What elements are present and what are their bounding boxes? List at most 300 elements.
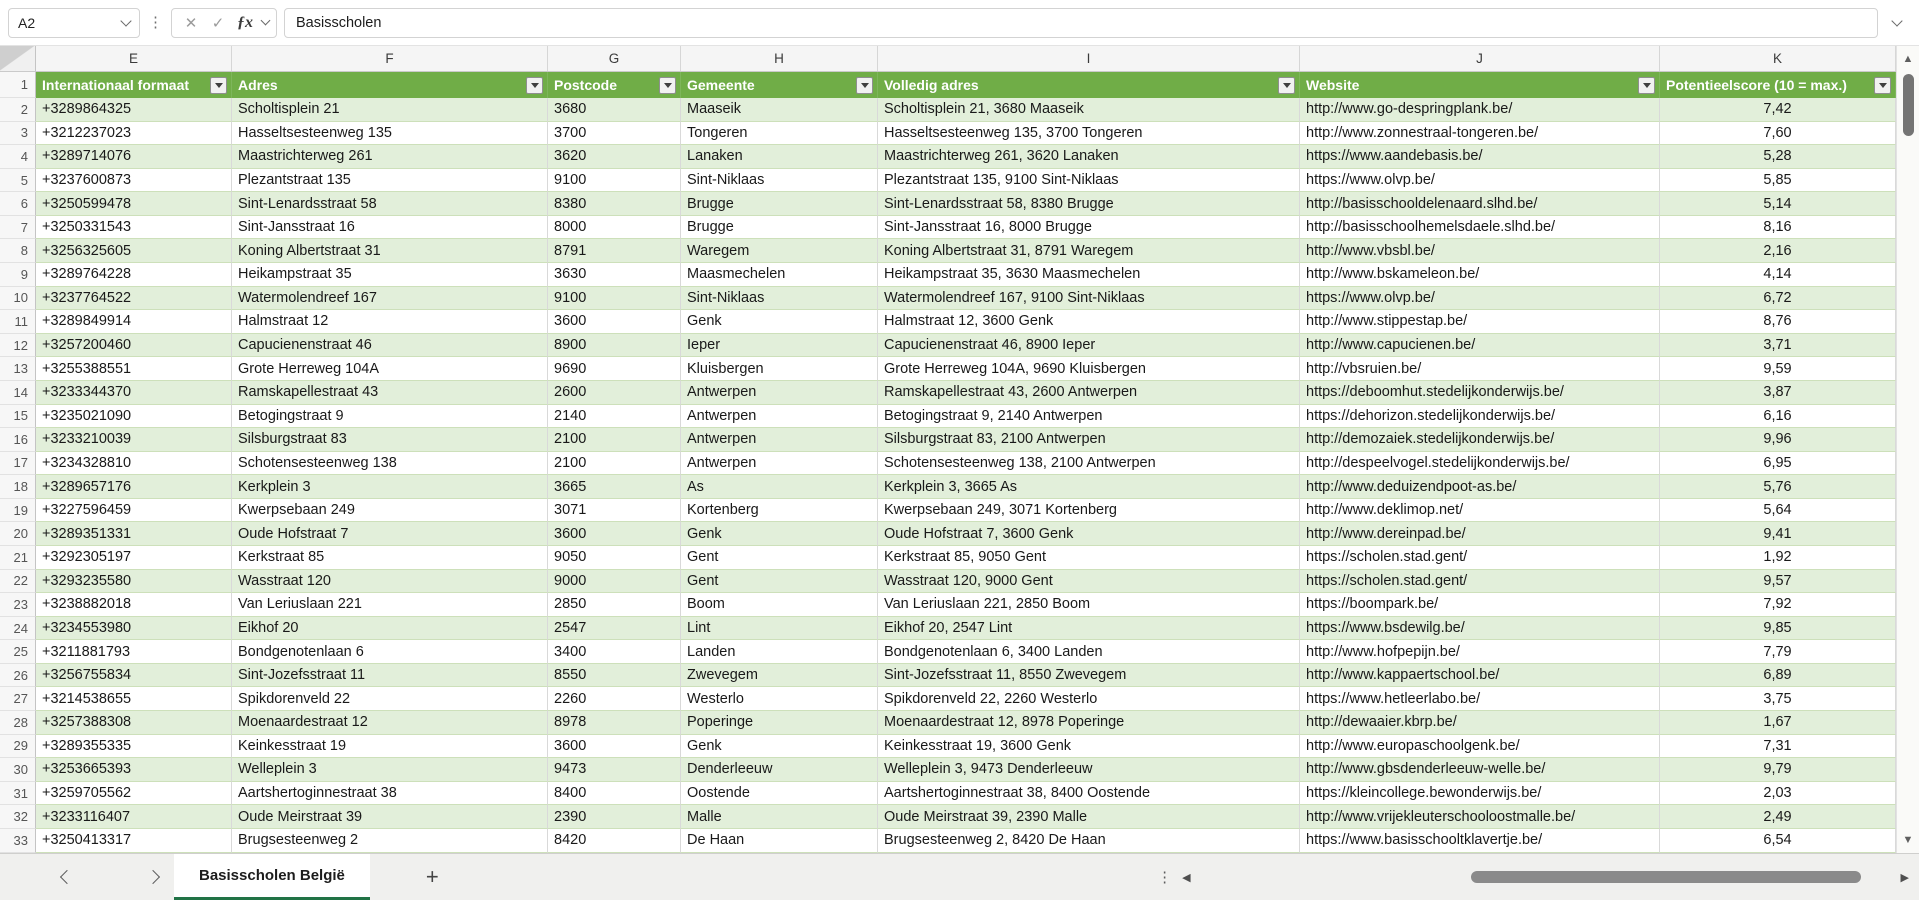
- row-number[interactable]: 8: [0, 239, 36, 263]
- row-number[interactable]: 29: [0, 735, 36, 759]
- cell-volledig_adres[interactable]: Halmstraat 12, 3600 Genk: [878, 310, 1300, 334]
- row-number[interactable]: 15: [0, 405, 36, 429]
- cell-postcode[interactable]: 3071: [548, 499, 681, 523]
- row-number[interactable]: 3: [0, 122, 36, 146]
- row-number[interactable]: 9: [0, 263, 36, 287]
- cell-volledig_adres[interactable]: Scholtisplein 21, 3680 Maaseik: [878, 98, 1300, 122]
- cell-gemeente[interactable]: Antwerpen: [681, 428, 878, 452]
- row-number[interactable]: 14: [0, 381, 36, 405]
- cell-international_format[interactable]: +3238882018: [36, 593, 232, 617]
- cell-adres[interactable]: Sint-Jozefsstraat 11: [232, 664, 548, 688]
- name-box-chevron-down-icon[interactable]: [120, 15, 131, 26]
- cell-website[interactable]: https://www.basisschooltklavertje.be/: [1300, 829, 1660, 853]
- cell-potentieelscore[interactable]: 9,79: [1660, 758, 1896, 782]
- cell-potentieelscore[interactable]: 9,59: [1660, 357, 1896, 381]
- row-number[interactable]: 18: [0, 475, 36, 499]
- cell-postcode[interactable]: 2260: [548, 687, 681, 711]
- cell-gemeente[interactable]: Zwevegem: [681, 664, 878, 688]
- tab-options-dots-icon[interactable]: ⋮: [1157, 868, 1173, 886]
- cell-adres[interactable]: Aartshertoginnestraat 38: [232, 782, 548, 806]
- cell-adres[interactable]: Ramskapellestraat 43: [232, 381, 548, 405]
- cell-adres[interactable]: Keinkesstraat 19: [232, 735, 548, 759]
- cell-international_format[interactable]: +3256325605: [36, 239, 232, 263]
- cell-volledig_adres[interactable]: Maastrichterweg 261, 3620 Lanaken: [878, 145, 1300, 169]
- header-cell[interactable]: [1300, 72, 1660, 98]
- cell-adres[interactable]: Sint-Lenardsstraat 58: [232, 192, 548, 216]
- cell-volledig_adres[interactable]: Brugsesteenweg 2, 8420 De Haan: [878, 829, 1300, 853]
- cell-international_format[interactable]: +3289351331: [36, 522, 232, 546]
- cell-website[interactable]: http://dewaaier.kbrp.be/: [1300, 711, 1660, 735]
- cell-volledig_adres[interactable]: Plezantstraat 135, 9100 Sint-Niklaas: [878, 169, 1300, 193]
- header-cell[interactable]: [232, 72, 548, 98]
- cell-postcode[interactable]: 9473: [548, 758, 681, 782]
- horizontal-scrollbar[interactable]: [1201, 870, 1891, 884]
- cell-volledig_adres[interactable]: Van Leriuslaan 221, 2850 Boom: [878, 593, 1300, 617]
- formula-bar-expand-button[interactable]: [1885, 21, 1909, 25]
- cell-volledig_adres[interactable]: Spikdorenveld 22, 2260 Westerlo: [878, 687, 1300, 711]
- filter-button[interactable]: [526, 77, 543, 94]
- cell-volledig_adres[interactable]: Sint-Jansstraat 16, 8000 Brugge: [878, 216, 1300, 240]
- cell-gemeente[interactable]: Brugge: [681, 192, 878, 216]
- cell-website[interactable]: https://scholen.stad.gent/: [1300, 546, 1660, 570]
- cell-website[interactable]: https://www.bsdewilg.be/: [1300, 617, 1660, 641]
- add-sheet-button[interactable]: +: [425, 864, 439, 889]
- row-number[interactable]: 28: [0, 711, 36, 735]
- cell-international_format[interactable]: +3292305197: [36, 546, 232, 570]
- cell-international_format[interactable]: +3289764228: [36, 263, 232, 287]
- header-cell[interactable]: [681, 72, 878, 98]
- cell-volledig_adres[interactable]: Schotensesteenweg 138, 2100 Antwerpen: [878, 452, 1300, 476]
- cell-adres[interactable]: Kerkstraat 85: [232, 546, 548, 570]
- column-letter-H[interactable]: H: [681, 46, 878, 71]
- cell-adres[interactable]: Scholtisplein 21: [232, 98, 548, 122]
- cell-volledig_adres[interactable]: Ramskapellestraat 43, 2600 Antwerpen: [878, 381, 1300, 405]
- cell-international_format[interactable]: +3289657176: [36, 475, 232, 499]
- cell-gemeente[interactable]: Waregem: [681, 239, 878, 263]
- cell-website[interactable]: http://www.kappaertschool.be/: [1300, 664, 1660, 688]
- cell-potentieelscore[interactable]: 2,03: [1660, 782, 1896, 806]
- cell-website[interactable]: http://www.deduizendpoot-as.be/: [1300, 475, 1660, 499]
- cell-website[interactable]: http://www.europaschoolgenk.be/: [1300, 735, 1660, 759]
- cell-adres[interactable]: Koning Albertstraat 31: [232, 239, 548, 263]
- cell-postcode[interactable]: 3620: [548, 145, 681, 169]
- cell-volledig_adres[interactable]: Capucienenstraat 46, 8900 Ieper: [878, 334, 1300, 358]
- cell-website[interactable]: http://www.capucienen.be/: [1300, 334, 1660, 358]
- cell-volledig_adres[interactable]: Oude Meirstraat 39, 2390 Malle: [878, 805, 1300, 829]
- sheet-tab-basisscholen-belgie[interactable]: Basisscholen België: [174, 854, 370, 900]
- cell-international_format[interactable]: +3255388551: [36, 357, 232, 381]
- cell-website[interactable]: https://deboomhut.stedelijkonderwijs.be/: [1300, 381, 1660, 405]
- cell-gemeente[interactable]: Genk: [681, 735, 878, 759]
- row-number[interactable]: 2: [0, 98, 36, 122]
- cell-potentieelscore[interactable]: 5,85: [1660, 169, 1896, 193]
- row-number[interactable]: 25: [0, 640, 36, 664]
- cell-adres[interactable]: Halmstraat 12: [232, 310, 548, 334]
- cell-gemeente[interactable]: Maasmechelen: [681, 263, 878, 287]
- cell-volledig_adres[interactable]: Kwerpsebaan 249, 3071 Kortenberg: [878, 499, 1300, 523]
- cell-potentieelscore[interactable]: 7,79: [1660, 640, 1896, 664]
- cell-volledig_adres[interactable]: Keinkesstraat 19, 3600 Genk: [878, 735, 1300, 759]
- row-number[interactable]: 22: [0, 570, 36, 594]
- cell-international_format[interactable]: +3259705562: [36, 782, 232, 806]
- select-all-corner[interactable]: [0, 46, 36, 71]
- cell-potentieelscore[interactable]: 7,92: [1660, 593, 1896, 617]
- cell-volledig_adres[interactable]: Bondgenotenlaan 6, 3400 Landen: [878, 640, 1300, 664]
- cell-potentieelscore[interactable]: 6,54: [1660, 829, 1896, 853]
- cell-volledig_adres[interactable]: Aartshertoginnestraat 38, 8400 Oostende: [878, 782, 1300, 806]
- cell-international_format[interactable]: +3212237023: [36, 122, 232, 146]
- cell-potentieelscore[interactable]: 9,57: [1660, 570, 1896, 594]
- cell-gemeente[interactable]: Gent: [681, 546, 878, 570]
- cell-potentieelscore[interactable]: 7,31: [1660, 735, 1896, 759]
- cell-adres[interactable]: Moenaardestraat 12: [232, 711, 548, 735]
- cell-postcode[interactable]: 3680: [548, 98, 681, 122]
- cell-gemeente[interactable]: Tongeren: [681, 122, 878, 146]
- cell-postcode[interactable]: 9050: [548, 546, 681, 570]
- cell-adres[interactable]: Sint-Jansstraat 16: [232, 216, 548, 240]
- cell-adres[interactable]: Betogingstraat 9: [232, 405, 548, 429]
- row-number[interactable]: 21: [0, 546, 36, 570]
- cell-volledig_adres[interactable]: Eikhof 20, 2547 Lint: [878, 617, 1300, 641]
- column-letter-F[interactable]: F: [232, 46, 548, 71]
- header-cell[interactable]: [878, 72, 1300, 98]
- row-number[interactable]: 24: [0, 617, 36, 641]
- cell-adres[interactable]: Maastrichterweg 261: [232, 145, 548, 169]
- row-number[interactable]: 26: [0, 664, 36, 688]
- scroll-right-icon[interactable]: ▶: [1900, 871, 1909, 884]
- cell-international_format[interactable]: +3293235580: [36, 570, 232, 594]
- cell-postcode[interactable]: 9100: [548, 169, 681, 193]
- cell-gemeente[interactable]: Sint-Niklaas: [681, 287, 878, 311]
- row-number[interactable]: 23: [0, 593, 36, 617]
- cell-volledig_adres[interactable]: Heikampstraat 35, 3630 Maasmechelen: [878, 263, 1300, 287]
- cell-gemeente[interactable]: Sint-Niklaas: [681, 169, 878, 193]
- cell-international_format[interactable]: +3256755834: [36, 664, 232, 688]
- cell-potentieelscore[interactable]: 3,87: [1660, 381, 1896, 405]
- cell-gemeente[interactable]: Landen: [681, 640, 878, 664]
- row-number[interactable]: 17: [0, 452, 36, 476]
- cell-website[interactable]: http://basisschoolhemelsdaele.slhd.be/: [1300, 216, 1660, 240]
- vertical-scroll-thumb[interactable]: [1903, 74, 1914, 136]
- row-number[interactable]: 12: [0, 334, 36, 358]
- cell-gemeente[interactable]: Genk: [681, 522, 878, 546]
- cell-international_format[interactable]: +3233210039: [36, 428, 232, 452]
- next-sheet-icon[interactable]: [146, 870, 160, 884]
- cell-postcode[interactable]: 8000: [548, 216, 681, 240]
- row-number[interactable]: 31: [0, 782, 36, 806]
- cell-potentieelscore[interactable]: 3,75: [1660, 687, 1896, 711]
- row-number[interactable]: 1: [0, 72, 36, 98]
- cell-postcode[interactable]: 8900: [548, 334, 681, 358]
- cell-adres[interactable]: Grote Herreweg 104A: [232, 357, 548, 381]
- cell-gemeente[interactable]: Kluisbergen: [681, 357, 878, 381]
- cell-website[interactable]: https://kleincollege.bewonderwijs.be/: [1300, 782, 1660, 806]
- cell-website[interactable]: http://www.stippestap.be/: [1300, 310, 1660, 334]
- function-chevron-down-icon[interactable]: [261, 16, 271, 26]
- cell-potentieelscore[interactable]: 1,92: [1660, 546, 1896, 570]
- cell-international_format[interactable]: +3257200460: [36, 334, 232, 358]
- cell-potentieelscore[interactable]: 8,16: [1660, 216, 1896, 240]
- confirm-icon[interactable]: ✓: [211, 14, 225, 32]
- cell-adres[interactable]: Heikampstraat 35: [232, 263, 548, 287]
- cell-international_format[interactable]: +3234553980: [36, 617, 232, 641]
- cell-website[interactable]: http://www.vbsbl.be/: [1300, 239, 1660, 263]
- cell-international_format[interactable]: +3289714076: [36, 145, 232, 169]
- cell-potentieelscore[interactable]: 5,64: [1660, 499, 1896, 523]
- cell-volledig_adres[interactable]: Grote Herreweg 104A, 9690 Kluisbergen: [878, 357, 1300, 381]
- cell-international_format[interactable]: +3237764522: [36, 287, 232, 311]
- scroll-down-icon[interactable]: ▼: [1902, 834, 1914, 846]
- row-number[interactable]: 27: [0, 687, 36, 711]
- cell-website[interactable]: http://www.vrijekleuterschooloostmalle.be/: [1300, 805, 1660, 829]
- header-cell[interactable]: [1660, 72, 1896, 98]
- cell-volledig_adres[interactable]: Moenaardestraat 12, 8978 Poperinge: [878, 711, 1300, 735]
- cell-website[interactable]: http://basisschooldelenaard.slhd.be/: [1300, 192, 1660, 216]
- row-number[interactable]: 19: [0, 499, 36, 523]
- cell-adres[interactable]: Capucienenstraat 46: [232, 334, 548, 358]
- cell-postcode[interactable]: 9100: [548, 287, 681, 311]
- cell-postcode[interactable]: 2547: [548, 617, 681, 641]
- cell-potentieelscore[interactable]: 2,49: [1660, 805, 1896, 829]
- cell-international_format[interactable]: +3289849914: [36, 310, 232, 334]
- cell-adres[interactable]: Silsburgstraat 83: [232, 428, 548, 452]
- cell-gemeente[interactable]: Westerlo: [681, 687, 878, 711]
- cell-potentieelscore[interactable]: 9,96: [1660, 428, 1896, 452]
- previous-sheet-icon[interactable]: [60, 870, 74, 884]
- cell-international_format[interactable]: +3250413317: [36, 829, 232, 853]
- cell-potentieelscore[interactable]: 5,76: [1660, 475, 1896, 499]
- cell-adres[interactable]: Eikhof 20: [232, 617, 548, 641]
- column-letter-J[interactable]: J: [1300, 46, 1660, 71]
- cell-volledig_adres[interactable]: Kerkplein 3, 3665 As: [878, 475, 1300, 499]
- cell-gemeente[interactable]: As: [681, 475, 878, 499]
- cell-website[interactable]: http://www.hofpepijn.be/: [1300, 640, 1660, 664]
- cell-volledig_adres[interactable]: Betogingstraat 9, 2140 Antwerpen: [878, 405, 1300, 429]
- cell-adres[interactable]: Hasseltsesteenweg 135: [232, 122, 548, 146]
- cell-postcode[interactable]: 8791: [548, 239, 681, 263]
- row-number[interactable]: 32: [0, 805, 36, 829]
- cell-postcode[interactable]: 2100: [548, 428, 681, 452]
- filter-button[interactable]: [659, 77, 676, 94]
- cell-website[interactable]: https://www.olvp.be/: [1300, 287, 1660, 311]
- filter-button[interactable]: [1874, 77, 1891, 94]
- cell-adres[interactable]: Oude Hofstraat 7: [232, 522, 548, 546]
- cell-website[interactable]: http://www.gbsdenderleeuw-welle.be/: [1300, 758, 1660, 782]
- row-number[interactable]: 30: [0, 758, 36, 782]
- filter-button[interactable]: [1278, 77, 1295, 94]
- cell-potentieelscore[interactable]: 6,89: [1660, 664, 1896, 688]
- cell-potentieelscore[interactable]: 4,14: [1660, 263, 1896, 287]
- cell-international_format[interactable]: +3234328810: [36, 452, 232, 476]
- cell-adres[interactable]: Van Leriuslaan 221: [232, 593, 548, 617]
- cell-volledig_adres[interactable]: Kerkstraat 85, 9050 Gent: [878, 546, 1300, 570]
- cell-volledig_adres[interactable]: Koning Albertstraat 31, 8791 Waregem: [878, 239, 1300, 263]
- cell-website[interactable]: http://www.deklimop.net/: [1300, 499, 1660, 523]
- formula-input[interactable]: Basisscholen: [284, 8, 1878, 38]
- cell-gemeente[interactable]: Antwerpen: [681, 452, 878, 476]
- cell-postcode[interactable]: 3600: [548, 735, 681, 759]
- cell-potentieelscore[interactable]: 9,85: [1660, 617, 1896, 641]
- cell-potentieelscore[interactable]: 7,60: [1660, 122, 1896, 146]
- cell-gemeente[interactable]: Antwerpen: [681, 405, 878, 429]
- cell-gemeente[interactable]: Oostende: [681, 782, 878, 806]
- row-number[interactable]: 4: [0, 145, 36, 169]
- header-cell[interactable]: [548, 72, 681, 98]
- cell-volledig_adres[interactable]: Wasstraat 120, 9000 Gent: [878, 570, 1300, 594]
- cell-international_format[interactable]: +3289864325: [36, 98, 232, 122]
- cell-gemeente[interactable]: Brugge: [681, 216, 878, 240]
- cell-adres[interactable]: Bondgenotenlaan 6: [232, 640, 548, 664]
- cell-website[interactable]: https://www.olvp.be/: [1300, 169, 1660, 193]
- cell-international_format[interactable]: +3250331543: [36, 216, 232, 240]
- cell-international_format[interactable]: +3289355335: [36, 735, 232, 759]
- cell-gemeente[interactable]: Boom: [681, 593, 878, 617]
- cell-postcode[interactable]: 3600: [548, 310, 681, 334]
- cell-volledig_adres[interactable]: Oude Hofstraat 7, 3600 Genk: [878, 522, 1300, 546]
- cell-gemeente[interactable]: Ieper: [681, 334, 878, 358]
- cell-postcode[interactable]: 2600: [548, 381, 681, 405]
- cell-website[interactable]: http://www.dereinpad.be/: [1300, 522, 1660, 546]
- cell-postcode[interactable]: 3630: [548, 263, 681, 287]
- cell-postcode[interactable]: 9690: [548, 357, 681, 381]
- row-number[interactable]: 16: [0, 428, 36, 452]
- cell-website[interactable]: https://dehorizon.stedelijkonderwijs.be/: [1300, 405, 1660, 429]
- cell-international_format[interactable]: +3233116407: [36, 805, 232, 829]
- cell-postcode[interactable]: 9000: [548, 570, 681, 594]
- cell-international_format[interactable]: +3253665393: [36, 758, 232, 782]
- cell-volledig_adres[interactable]: Hasseltsesteenweg 135, 3700 Tongeren: [878, 122, 1300, 146]
- cell-postcode[interactable]: 3600: [548, 522, 681, 546]
- column-letter-K[interactable]: K: [1660, 46, 1896, 71]
- scroll-up-icon[interactable]: ▲: [1902, 53, 1914, 65]
- cell-potentieelscore[interactable]: 5,28: [1660, 145, 1896, 169]
- cell-volledig_adres[interactable]: Silsburgstraat 83, 2100 Antwerpen: [878, 428, 1300, 452]
- row-number[interactable]: 20: [0, 522, 36, 546]
- scroll-left-icon[interactable]: ◀: [1182, 871, 1191, 884]
- cell-website[interactable]: http://despeelvogel.stedelijkonderwijs.be/: [1300, 452, 1660, 476]
- row-number[interactable]: 13: [0, 357, 36, 381]
- cell-gemeente[interactable]: Denderleeuw: [681, 758, 878, 782]
- cell-postcode[interactable]: 8420: [548, 829, 681, 853]
- cell-gemeente[interactable]: Gent: [681, 570, 878, 594]
- vertical-scrollbar[interactable]: [1896, 46, 1919, 853]
- cell-potentieelscore[interactable]: 7,42: [1660, 98, 1896, 122]
- cell-adres[interactable]: Welleplein 3: [232, 758, 548, 782]
- cell-potentieelscore[interactable]: 8,76: [1660, 310, 1896, 334]
- cell-postcode[interactable]: 8380: [548, 192, 681, 216]
- cell-website[interactable]: http://vbsruien.be/: [1300, 357, 1660, 381]
- filter-button[interactable]: [856, 77, 873, 94]
- cancel-icon[interactable]: ✕: [184, 14, 198, 32]
- row-number[interactable]: 11: [0, 310, 36, 334]
- cell-volledig_adres[interactable]: Sint-Jozefsstraat 11, 8550 Zwevegem: [878, 664, 1300, 688]
- cell-postcode[interactable]: 2100: [548, 452, 681, 476]
- row-number[interactable]: 5: [0, 169, 36, 193]
- cell-volledig_adres[interactable]: Welleplein 3, 9473 Denderleeuw: [878, 758, 1300, 782]
- cell-adres[interactable]: Spikdorenveld 22: [232, 687, 548, 711]
- cell-adres[interactable]: Kwerpsebaan 249: [232, 499, 548, 523]
- cell-potentieelscore[interactable]: 3,71: [1660, 334, 1896, 358]
- column-letter-E[interactable]: E: [36, 46, 232, 71]
- cell-potentieelscore[interactable]: 1,67: [1660, 711, 1896, 735]
- cell-international_format[interactable]: +3235021090: [36, 405, 232, 429]
- cell-website[interactable]: http://www.zonnestraal-tongeren.be/: [1300, 122, 1660, 146]
- cell-website[interactable]: https://www.aandebasis.be/: [1300, 145, 1660, 169]
- cell-gemeente[interactable]: Lanaken: [681, 145, 878, 169]
- cell-website[interactable]: http://www.bskameleon.be/: [1300, 263, 1660, 287]
- cell-postcode[interactable]: 8978: [548, 711, 681, 735]
- cell-gemeente[interactable]: De Haan: [681, 829, 878, 853]
- filter-button[interactable]: [1638, 77, 1655, 94]
- horizontal-scroll-thumb[interactable]: [1471, 871, 1861, 883]
- cell-adres[interactable]: Wasstraat 120: [232, 570, 548, 594]
- cell-potentieelscore[interactable]: 6,16: [1660, 405, 1896, 429]
- cell-postcode[interactable]: 8400: [548, 782, 681, 806]
- cell-postcode[interactable]: 2140: [548, 405, 681, 429]
- cell-gemeente[interactable]: Genk: [681, 310, 878, 334]
- row-number[interactable]: 10: [0, 287, 36, 311]
- cell-volledig_adres[interactable]: Sint-Lenardsstraat 58, 8380 Brugge: [878, 192, 1300, 216]
- cell-postcode[interactable]: 2850: [548, 593, 681, 617]
- column-letter-G[interactable]: G: [548, 46, 681, 71]
- cell-adres[interactable]: Schotensesteenweg 138: [232, 452, 548, 476]
- cell-potentieelscore[interactable]: 6,95: [1660, 452, 1896, 476]
- filter-button[interactable]: [210, 77, 227, 94]
- cell-postcode[interactable]: 3700: [548, 122, 681, 146]
- row-number[interactable]: 33: [0, 829, 36, 853]
- cell-gemeente[interactable]: Antwerpen: [681, 381, 878, 405]
- cell-gemeente[interactable]: Malle: [681, 805, 878, 829]
- cell-gemeente[interactable]: Kortenberg: [681, 499, 878, 523]
- cell-potentieelscore[interactable]: 9,41: [1660, 522, 1896, 546]
- cell-adres[interactable]: Watermolendreef 167: [232, 287, 548, 311]
- cell-adres[interactable]: Kerkplein 3: [232, 475, 548, 499]
- cell-international_format[interactable]: +3237600873: [36, 169, 232, 193]
- cell-international_format[interactable]: +3233344370: [36, 381, 232, 405]
- cell-gemeente[interactable]: Lint: [681, 617, 878, 641]
- cell-international_format[interactable]: +3257388308: [36, 711, 232, 735]
- cell-website[interactable]: https://scholen.stad.gent/: [1300, 570, 1660, 594]
- row-number[interactable]: 7: [0, 216, 36, 240]
- cell-international_format[interactable]: +3211881793: [36, 640, 232, 664]
- insert-function-icon[interactable]: ƒx: [237, 13, 253, 31]
- cell-website[interactable]: http://demozaiek.stedelijkonderwijs.be/: [1300, 428, 1660, 452]
- column-letter-I[interactable]: I: [878, 46, 1300, 71]
- cell-gemeente[interactable]: Poperinge: [681, 711, 878, 735]
- cell-postcode[interactable]: 2390: [548, 805, 681, 829]
- cell-potentieelscore[interactable]: 5,14: [1660, 192, 1896, 216]
- cell-international_format[interactable]: +3214538655: [36, 687, 232, 711]
- cell-potentieelscore[interactable]: 2,16: [1660, 239, 1896, 263]
- cell-website[interactable]: https://www.hetleerlabo.be/: [1300, 687, 1660, 711]
- cell-postcode[interactable]: 3665: [548, 475, 681, 499]
- cell-postcode[interactable]: 8550: [548, 664, 681, 688]
- cell-gemeente[interactable]: Maaseik: [681, 98, 878, 122]
- cell-international_format[interactable]: +3227596459: [36, 499, 232, 523]
- row-number[interactable]: 6: [0, 192, 36, 216]
- cell-postcode[interactable]: 3400: [548, 640, 681, 664]
- cell-international_format[interactable]: +3250599478: [36, 192, 232, 216]
- cell-adres[interactable]: Brugsesteenweg 2: [232, 829, 548, 853]
- cell-volledig_adres[interactable]: Watermolendreef 167, 9100 Sint-Niklaas: [878, 287, 1300, 311]
- cell-website[interactable]: https://boompark.be/: [1300, 593, 1660, 617]
- cell-potentieelscore[interactable]: 6,72: [1660, 287, 1896, 311]
- name-box[interactable]: [8, 8, 140, 38]
- header-cell[interactable]: [36, 72, 232, 98]
- cell-adres[interactable]: Plezantstraat 135: [232, 169, 548, 193]
- cell-adres[interactable]: Oude Meirstraat 39: [232, 805, 548, 829]
- cell-website[interactable]: http://www.go-despringplank.be/: [1300, 98, 1660, 122]
